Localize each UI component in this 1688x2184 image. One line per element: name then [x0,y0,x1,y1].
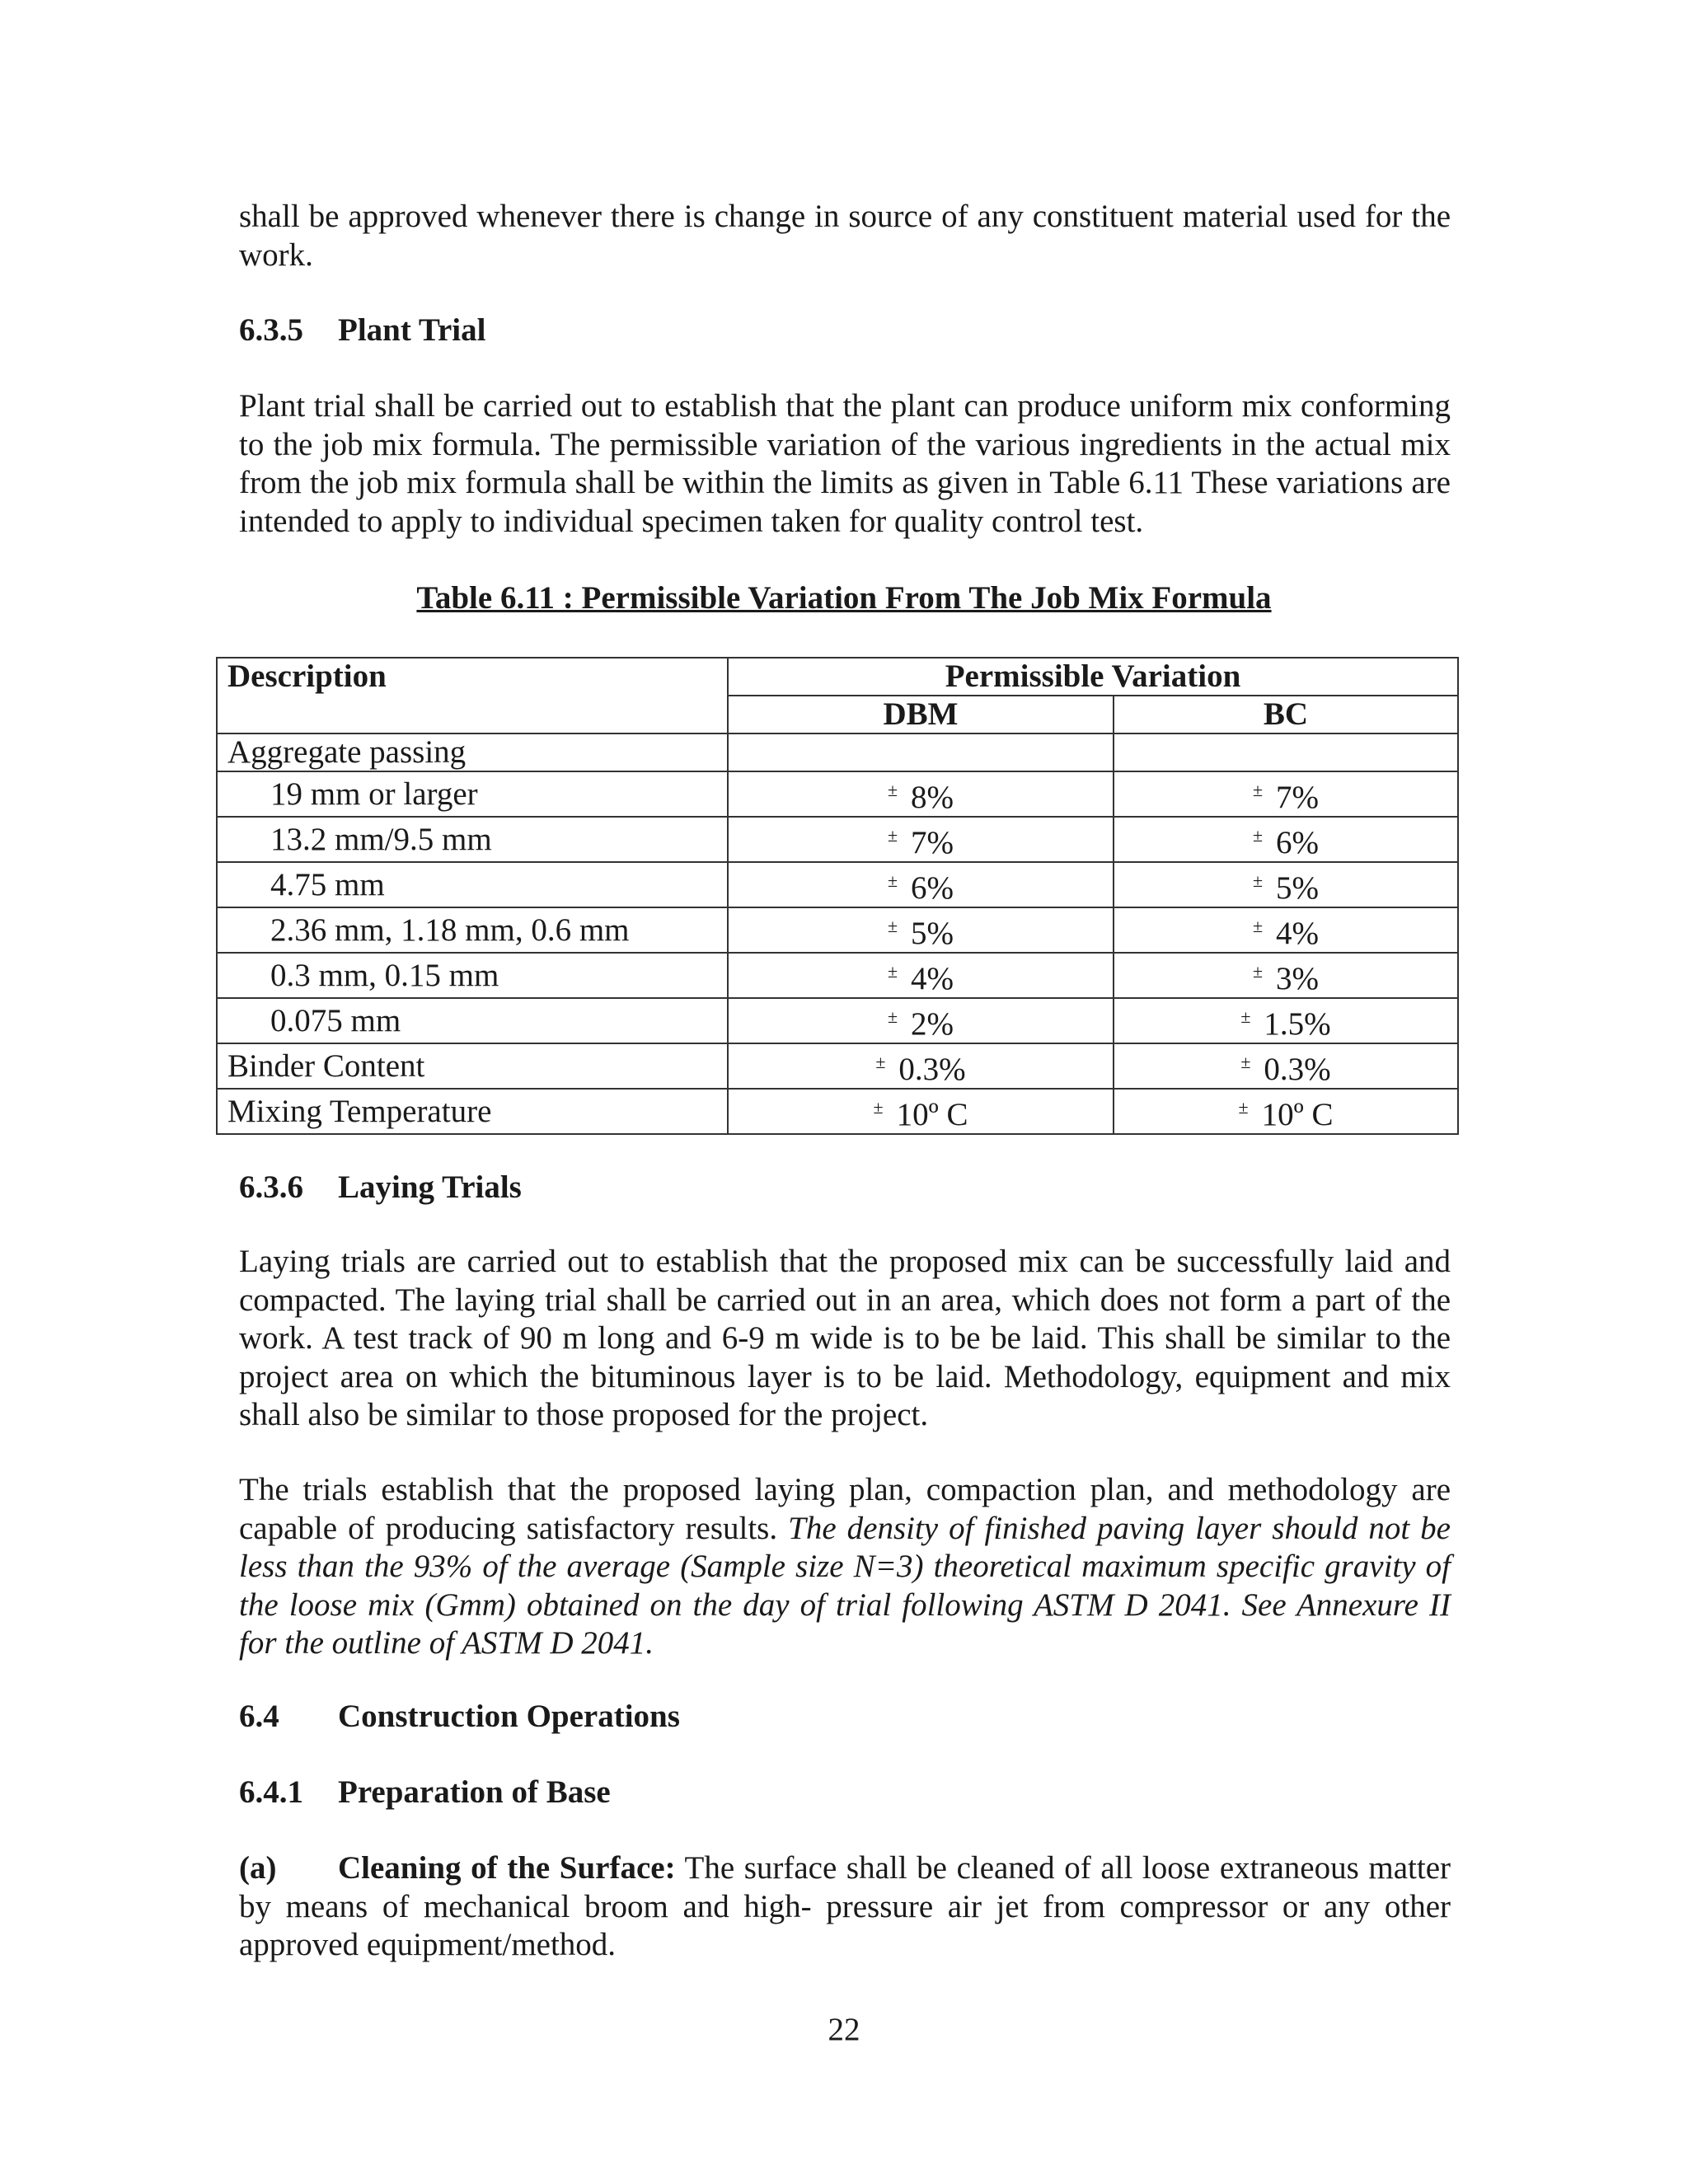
section-title: Construction Operations [338,1699,680,1734]
section-number: 6.3.5 [239,312,303,348]
intro-paragraph [239,198,1451,274]
section-number: 6.4 [239,1699,279,1734]
row-bc [1114,998,1458,1043]
intro-text: shall be approved whenever there is change in source of any constituent material used for the work. [239,199,1451,273]
laying-trials-paragraph-2 [239,1471,1451,1663]
row-desc: 0.075 mm [217,998,728,1043]
plus-minus-symbol: ± [875,1052,886,1072]
row-dbm [728,907,1114,953]
plus-minus-symbol: ± [887,870,898,891]
density-requirement-text: The density of finished paving layer should not be less than the 93% of the average (Sample size N=3) theoretical maximum specific gravity of the loose mix (Gmm) obtained on the day of trial following ASTM D 2041. See Annexure II for the outline of ASTM D 2041. [239,1510,1451,1661]
header-dbm: DBM [728,696,1114,733]
plus-minus-symbol: ± [1252,825,1264,846]
plus-minus-symbol: ± [887,1006,898,1027]
table-header-row [217,658,1458,696]
plus-minus-symbol: ± [873,1097,884,1118]
table-title: Table 6.11 : Permissible Variation From The Job Mix Formula [416,580,1272,616]
plus-minus-symbol: ± [1252,780,1264,800]
row-desc: Aggregate passing [217,733,728,771]
row-dbm [728,771,1114,817]
row-desc: Mixing Temperature [217,1089,728,1134]
header-bc: BC [1114,696,1458,733]
section-number: 6.4.1 [239,1774,303,1810]
dbm-value: 6% [911,870,954,906]
table-row [217,733,1458,771]
table-row [217,1043,1458,1089]
row-desc: 13.2 mm/9.5 mm [217,817,728,862]
laying-trials-text-2: The trials establish that the proposed laying plan, compaction plan, and methodology are capable of producing satisfactory results. [239,1472,1451,1546]
table-row [217,862,1458,907]
row-desc: Binder Content [217,1043,728,1089]
section-title: Plant Trial [338,312,486,348]
row-desc: 0.3 mm, 0.15 mm [217,953,728,998]
plus-minus-symbol: ± [887,825,898,846]
bc-value: 3% [1276,961,1320,996]
section-heading-6-4-1 [239,1774,611,1811]
plus-minus-symbol: ± [1240,1006,1251,1027]
item-label: (a) [239,1850,277,1886]
dbm-value: 4% [911,961,954,996]
plus-minus-symbol: ± [1252,916,1264,936]
row-bc [1114,953,1458,998]
plus-minus-symbol: ± [887,916,898,936]
section-title: Preparation of Base [338,1774,611,1810]
section-heading-6-4 [239,1698,680,1736]
bc-value: 7% [1276,780,1320,815]
row-bc [1114,817,1458,862]
header-permissible-variation: Permissible Variation [728,658,1458,696]
header-description: Description [217,658,728,733]
bc-value: 0.3% [1264,1052,1331,1087]
table-row [217,1089,1458,1134]
bc-value: 1.5% [1264,1006,1331,1042]
laying-trials-paragraph-1 [239,1243,1451,1435]
cleaning-surface-paragraph [239,1849,1451,1965]
table-row [217,998,1458,1043]
row-dbm [728,1043,1114,1089]
row-dbm [728,1089,1114,1134]
section-number: 6.3.6 [239,1169,303,1205]
plant-trial-paragraph [239,387,1451,541]
dbm-value: 7% [911,825,954,860]
row-desc: 2.36 mm, 1.18 mm, 0.6 mm [217,907,728,953]
row-desc: 19 mm or larger [217,771,728,817]
row-desc: 4.75 mm [217,862,728,907]
row-dbm [728,953,1114,998]
row-dbm [728,862,1114,907]
plus-minus-symbol: ± [1252,870,1264,891]
dbm-value: 10º C [896,1097,968,1132]
bc-value: 4% [1276,916,1320,951]
dbm-value: 0.3% [898,1052,966,1087]
row-dbm [728,733,1114,771]
row-bc [1114,907,1458,953]
item-title: Cleaning of the Surface: [338,1850,676,1886]
plus-minus-symbol: ± [887,961,898,982]
table-row [217,817,1458,862]
bc-value: 5% [1276,870,1320,906]
table-row [217,771,1458,817]
page-number: 22 [828,2012,860,2047]
row-bc [1114,1089,1458,1134]
section-heading-6-3-5 [239,312,485,349]
table-row [217,953,1458,998]
plus-minus-symbol: ± [887,780,898,800]
item-text: The surface shall be cleaned of all loose extraneous matter by means of mechanical broom and high- pressure air jet from compressor or any other approved equipment/method. [239,1850,1451,1962]
permissible-variation-table [216,657,1459,1135]
laying-trials-text-1: Laying trials are carried out to establish that the proposed mix can be successfully laid and compacted. The laying trial shall be carried out in an area, which does not form a part of the work. A test track of 90 m long and 6-9 m wide is to be be laid. This shall be similar to the project area on which the bituminous layer is to be laid. Methodology, equipment and mix shall also be similar to those proposed for the project. [239,1244,1451,1432]
row-dbm [728,817,1114,862]
row-bc [1114,771,1458,817]
plus-minus-symbol: ± [1252,961,1264,982]
row-bc [1114,733,1458,771]
row-bc [1114,862,1458,907]
table-row [217,907,1458,953]
bc-value: 10º C [1261,1097,1334,1132]
bc-value: 6% [1276,825,1320,860]
dbm-value: 5% [911,916,954,951]
plus-minus-symbol: ± [1240,1052,1251,1072]
plant-trial-text: Plant trial shall be carried out to establish that the plant can produce uniform mix conforming to the job mix formula. The permissible variation of the various ingredients in the actual mix from the job mix formula shall be within the limits as given in Table 6.11 These variations are intended to apply to individual specimen taken for quality control test. [239,388,1451,539]
dbm-value: 8% [911,780,954,815]
dbm-value: 2% [911,1006,954,1042]
section-title: Laying Trials [338,1169,522,1205]
row-bc [1114,1043,1458,1089]
section-heading-6-3-6 [239,1169,522,1207]
row-dbm [728,998,1114,1043]
plus-minus-symbol: ± [1238,1097,1249,1118]
